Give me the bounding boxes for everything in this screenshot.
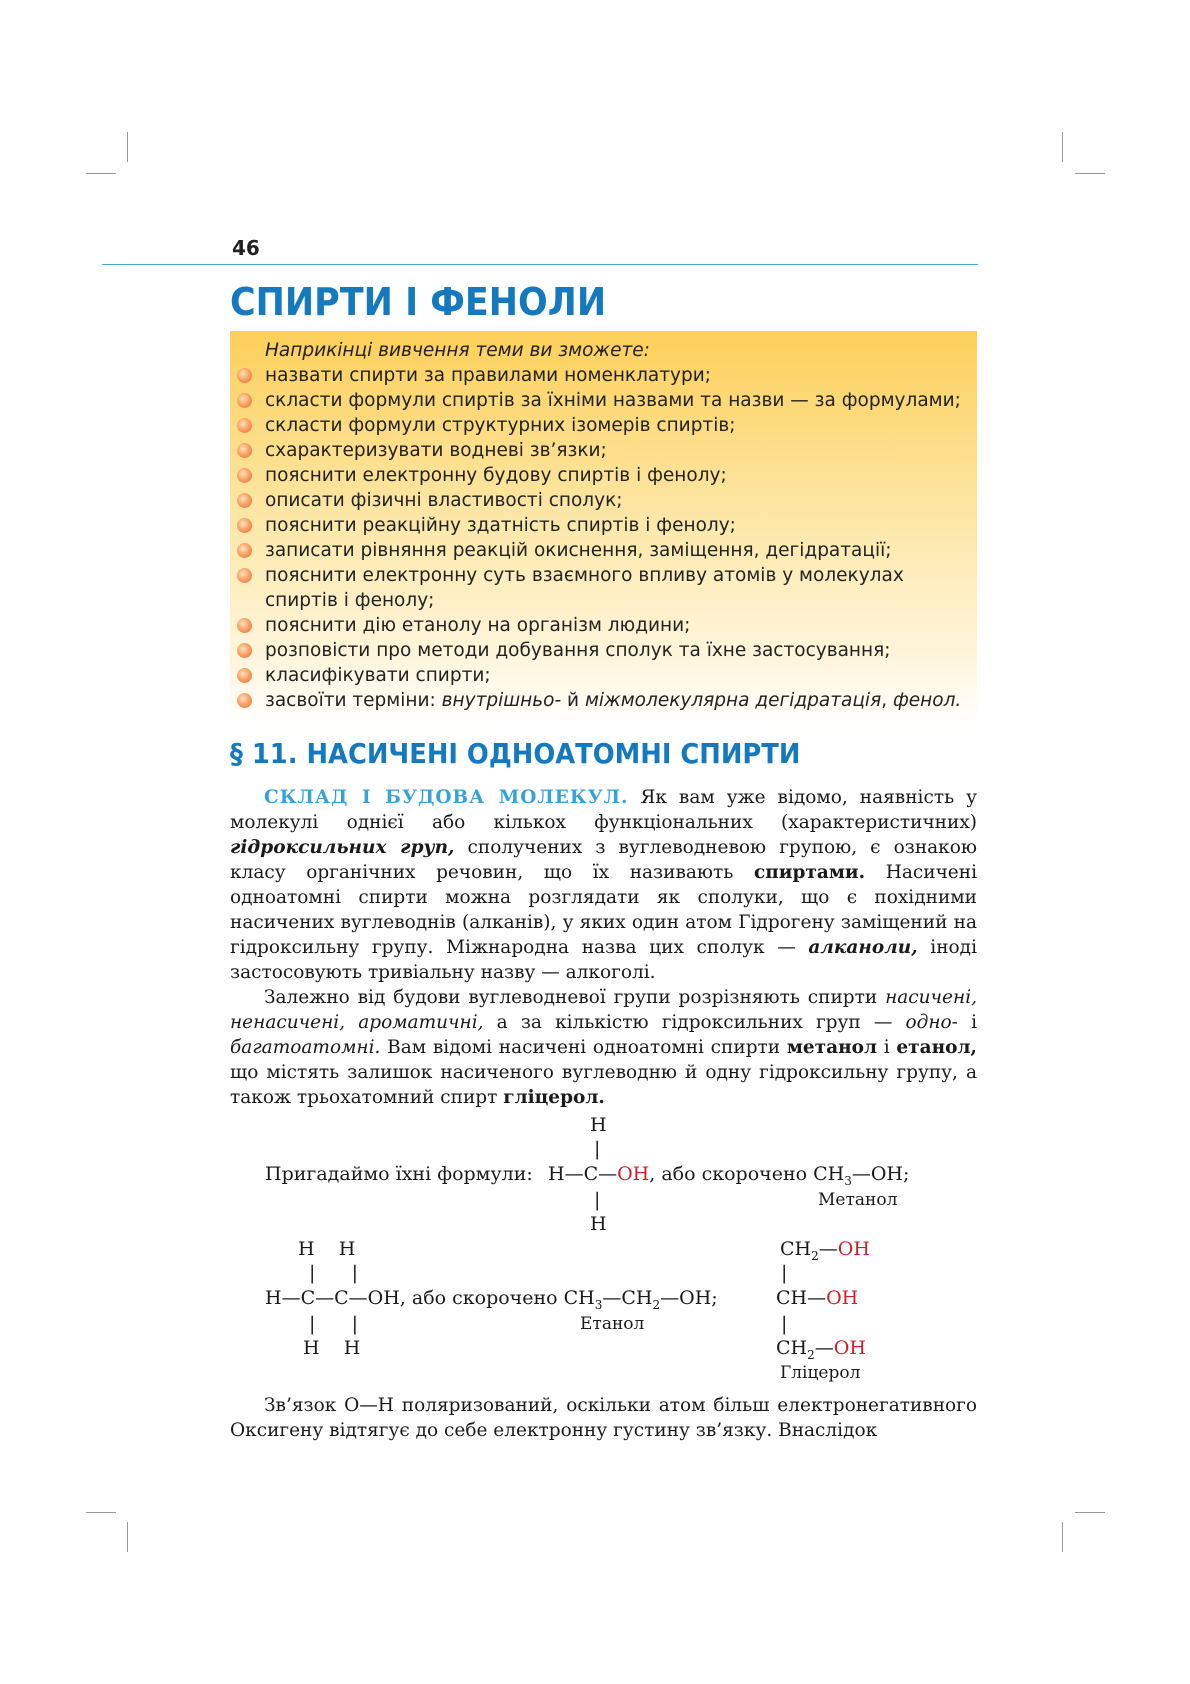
bullet-icon [237,468,252,483]
goal-item [230,488,977,513]
formula-bond: | [781,1313,788,1335]
bullet-icon [237,543,252,558]
goal-item [230,638,977,663]
chapter-title: СПИРТИ І ФЕНОЛИ [230,280,607,324]
goal-item [230,613,977,638]
methanol-caption: Метанол [818,1190,898,1210]
crop-mark [127,1522,128,1552]
goal-text: описати фізичні властивості сполук; [265,490,623,511]
goal-text: назвати спирти за правилами номенклатури; [265,365,711,386]
page-number: 46 [232,236,260,260]
paragraph-polarity: Зв’язок O—H поляризований, оскільки атом більш електронегативного Оксигену відтягує до себе електронну густину зв’язку. Внаслідок [230,1395,977,1441]
formula-atoms: H H [303,1337,361,1359]
goal-text: пояснити електронну будову спиртів і фенолу; [265,465,727,486]
run-in-heading: СКЛАД І БУДОВА МОЛЕКУЛ. [264,787,629,808]
goal-text: пояснити дію етанолу на організм людини; [265,615,691,636]
goal-item [230,663,977,688]
goal-item [230,538,977,563]
glycerol-row: $CH_2—OH$ [776,1337,866,1362]
bullet-icon [237,618,252,633]
goal-text: скласти формули спиртів за їхніми назвами та назви — за формулами; [265,390,961,411]
bullet-icon [237,493,252,508]
paragraph-classification: Залежно від будови вуглеводневої групи розрізняють спирти насичені, ненасичені, ароматичні, а за кількістю гідроксильних груп — одно- і багатоатомні. Вам відомі насичені одноатомні спирти метанол і етанол, що містять залишок насиченого вуглеводню й одну гідроксильну групу, а також трьохатомний спирт гліцерол. [230,987,977,1108]
goal-text: скласти формули структурних ізомерів спиртів; [265,415,736,436]
crop-mark [1075,1512,1105,1513]
crop-mark [1062,132,1063,162]
bullet-icon [237,643,252,658]
formula-bonds: | | [309,1262,359,1284]
bullet-icon [237,418,252,433]
bullet-icon [237,518,252,533]
header-rule [102,264,978,265]
bullet-icon [237,443,252,458]
bullet-icon [237,393,252,408]
bullet-icon [237,668,252,683]
section-title: § 11. НАСИЧЕНІ ОДНОАТОМНІ СПИРТИ [230,737,801,770]
crop-mark [1062,1522,1063,1552]
goal-item [230,463,977,488]
goal-item [230,413,977,438]
formula-bond: | [594,1189,601,1211]
formula-atom: H [590,1114,607,1136]
crop-mark [127,132,128,162]
glycerol-caption: Гліцерол [780,1363,861,1383]
goal-text: пояснити реакційну здатність спиртів і фенолу; [265,515,736,536]
goal-item [230,688,977,713]
formula-atoms: H H [298,1238,356,1260]
goal-text: записати рівняння реакцій окиснення, заміщення, дегідратації; [265,540,892,561]
bullet-icon [237,368,252,383]
goal-item [230,388,977,413]
formula-bonds: | | [309,1313,359,1335]
formula-atom: H [590,1213,607,1235]
recall-label: Пригадаймо їхні формули: [265,1163,533,1185]
goal-text: класифікувати спирти; [265,665,491,686]
ethanol-row: H—C—C—OH, або скорочено $CH_3—CH_2—OH$; [265,1287,718,1312]
goal-text: пояснити електронну суть взаємного впливу атомів у молекулах спиртів і фенолу; [265,565,904,611]
goal-text: схарактеризувати водневі зв’язки; [265,440,607,461]
goal-item [230,363,977,388]
paragraph-composition: СКЛАД І БУДОВА МОЛЕКУЛ. Як вам уже відомо, наявність у молекулі однієї або кількох функціональних (характеристичних) гідроксильних груп, сполучених з вуглеводневою групою, є ознакою класу органічних речовин, що їх називають спиртами. Насичені одноатомні спирти можна розглядати як сполуки, що є похідними насичених вуглеводнів (алканів), у яких один атом Гідрогену заміщений на гідроксильну групу. Міжнародна назва цих сполук — алканоли, іноді застосовують тривіальну назву — алкоголі. [230,787,977,983]
bullet-icon [237,568,252,583]
crop-mark [1075,173,1105,174]
goal-item [230,563,977,613]
goal-item [230,513,977,538]
crop-mark [86,1512,116,1513]
methanol-row: H—C—OH, або скорочено $CH_3—OH$; [548,1163,910,1188]
goal-text: розповісти про методи добування сполук та їхне застосування; [265,640,891,661]
glycerol-row: $CH_2—OH$ [780,1238,870,1263]
goals-intro: Наприкінці вивчення теми ви зможете: [265,340,650,361]
goal-text: засвоїти терміни: внутрішньо- й міжмолекулярна дегідратація, фенол. [265,690,962,711]
bullet-icon [237,693,252,708]
goal-item [230,438,977,463]
learning-goals-box [230,331,977,725]
crop-mark [86,173,116,174]
formula-bond: | [594,1138,601,1160]
ethanol-caption: Етанол [580,1314,645,1334]
formula-bond: | [781,1262,788,1284]
glycerol-row: CH—OH [776,1287,859,1309]
goals-list [230,363,977,713]
